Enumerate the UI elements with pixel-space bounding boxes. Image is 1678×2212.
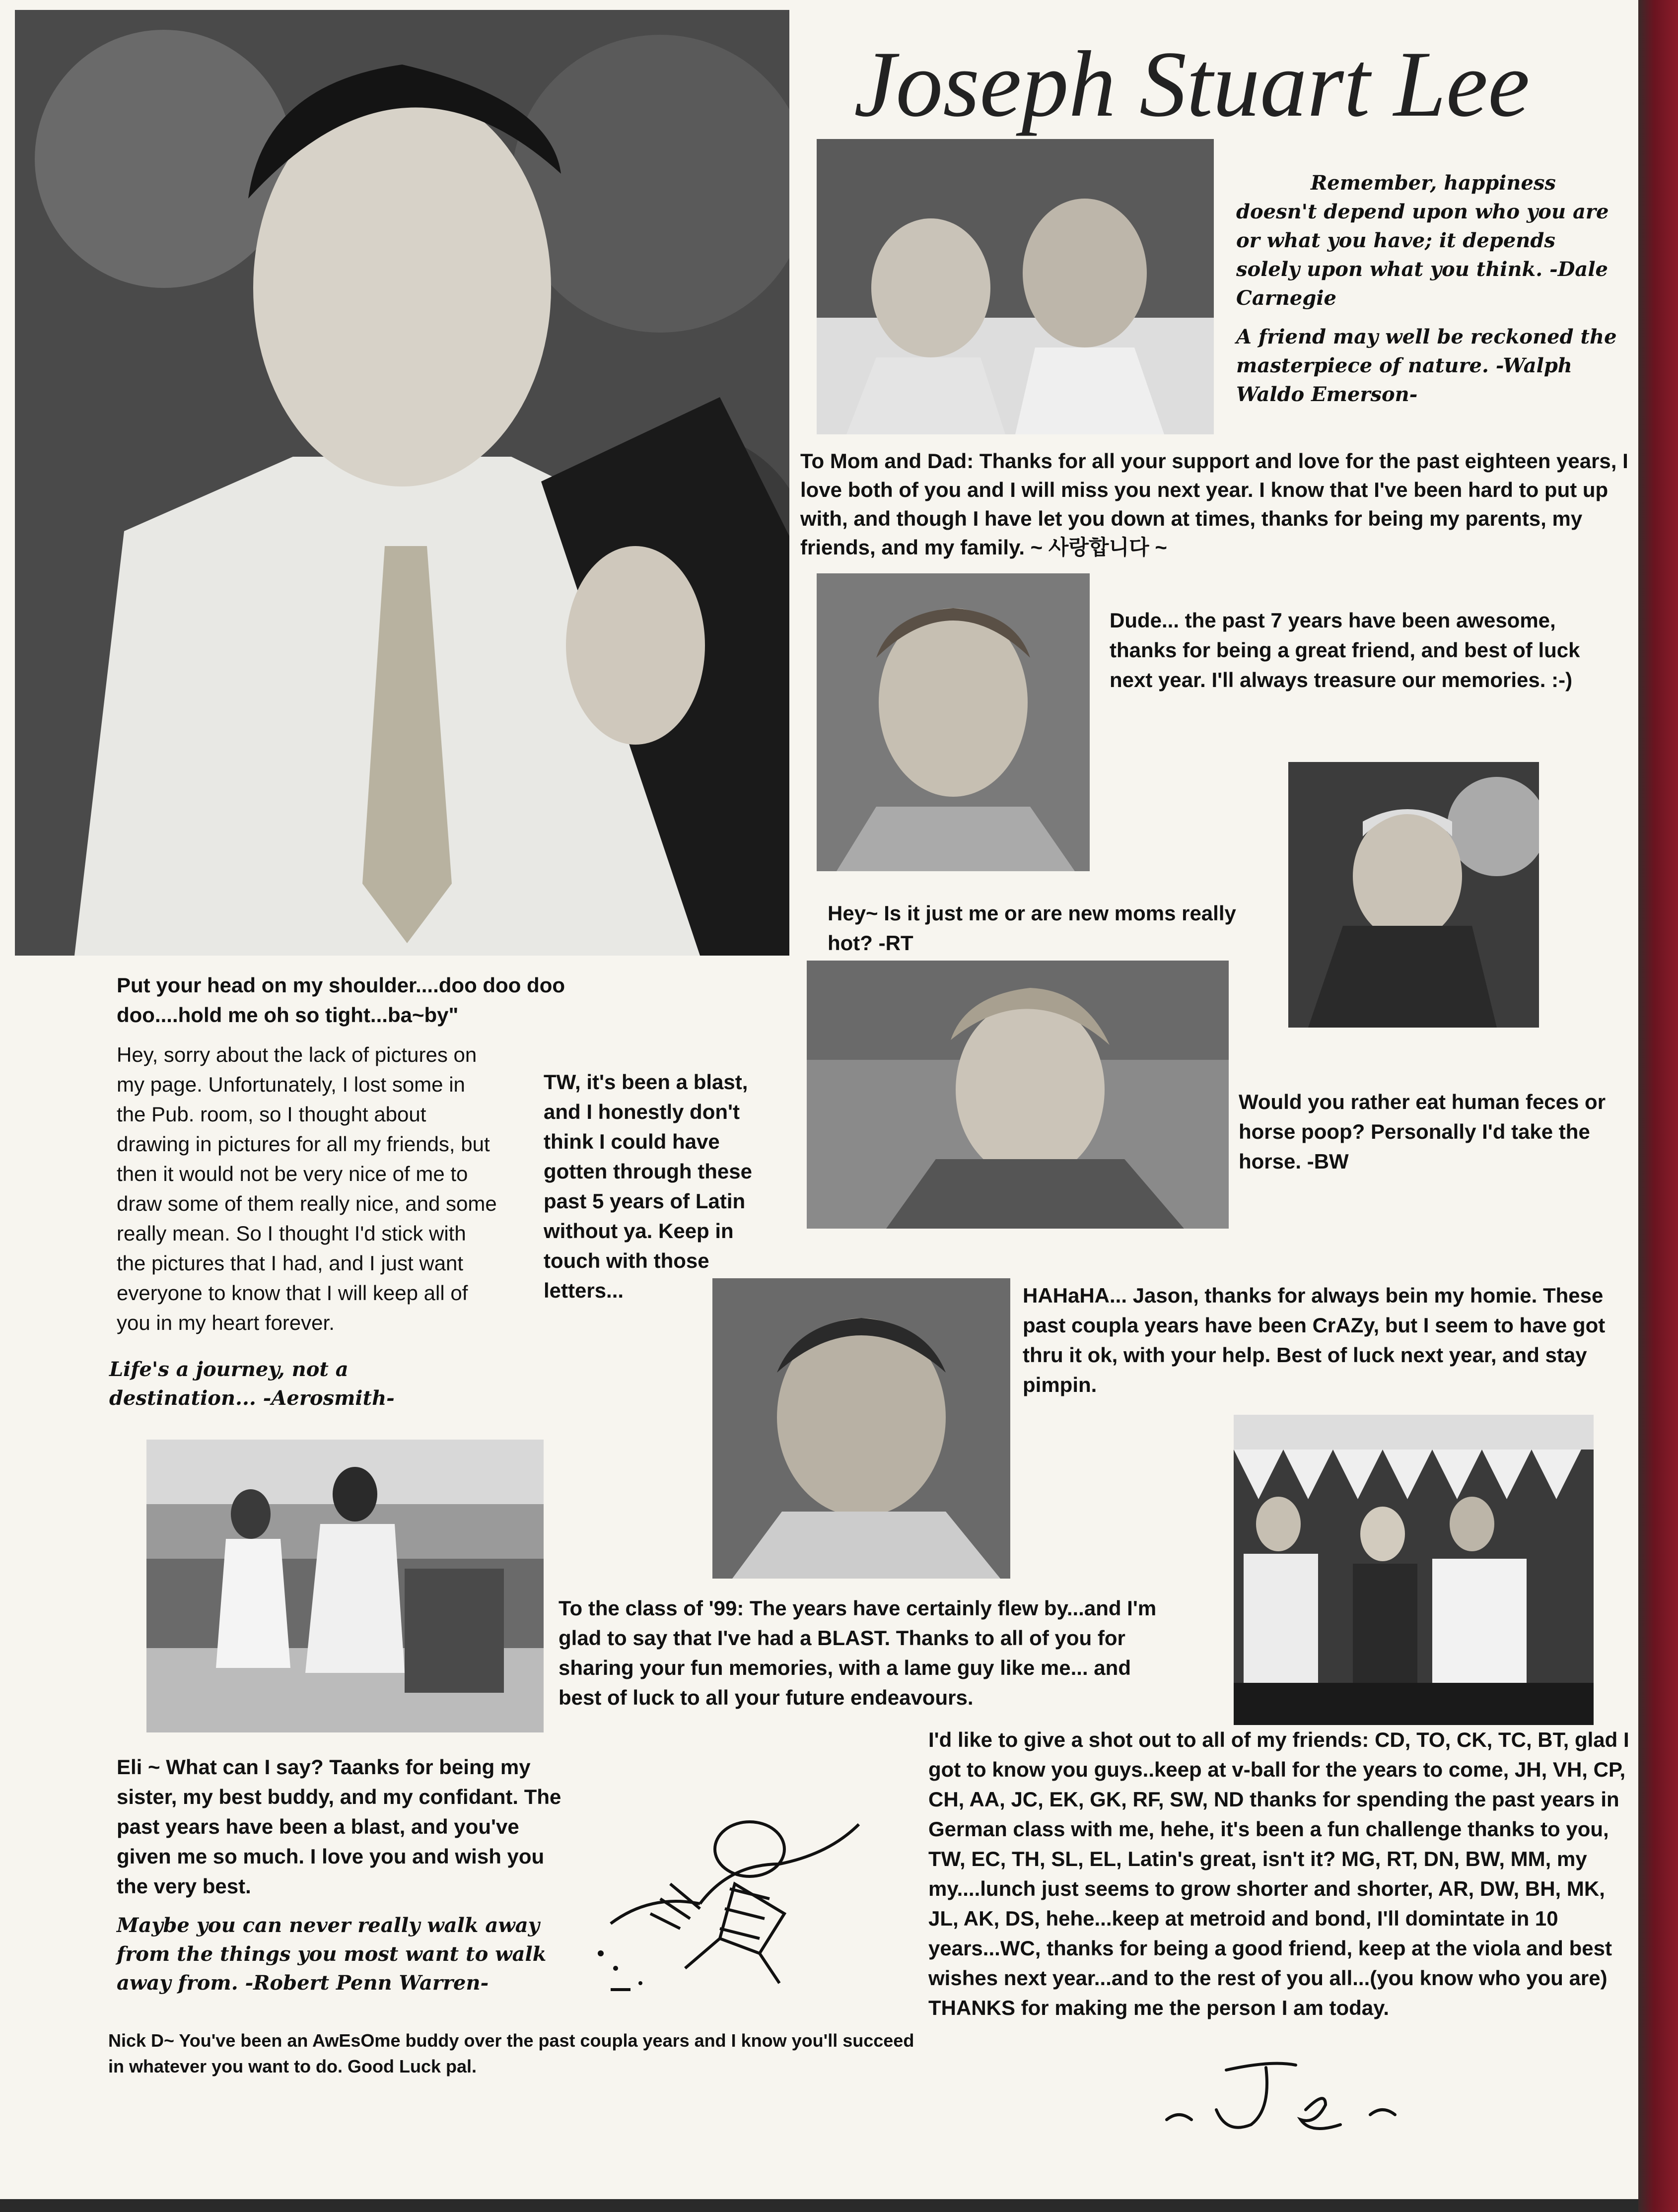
message-tw-latin: TW, it's been a blast, and I honestly don't think I could have gotten through these past 5 years of Latin without ya. Keep in touch with those letters... xyxy=(544,1070,752,1302)
quote-emerson: A friend may well be reckoned the masterpiece of nature. -Walph Waldo Emerson- xyxy=(1236,325,1617,406)
message-eli: Eli ~ What can I say? Taanks for being my sister, my best buddy, and my confidant. The past years have been a blast, and you've given me so much. I love you and wish you the very best. xyxy=(117,1755,561,1898)
message-class-99: To the class of '99: The years have certainly flew by...and I'm glad to say that I've had a BLAST. Thanks to all of you for sharing your fun memories, with a lame guy like me... and best of luck to all your future endeavours. xyxy=(559,1596,1157,1709)
message-new-moms: Hey~ Is it just me or are new moms really hot? -RT xyxy=(828,901,1236,955)
photo-jason xyxy=(712,1278,1010,1579)
message-jason: HAHaHA... Jason, thanks for always bein my homie. These past coupla years have been CrAZy, but I seem to have got thru it ok, with your help. Best of luck next year, and stay pimpin. xyxy=(1023,1284,1606,1396)
message-dude: Dude... the past 7 years have been awesome, thanks for being a great friend, and best of luck next year. I'll always treasure our memories. :-) xyxy=(1110,609,1580,691)
quote-warren: Maybe you can never really walk away from the things you most want to walk away from. -Robert Penn Warren- xyxy=(117,1914,547,1995)
message-shout-out: I'd like to give a shot out to all of my friends: CD, TO, CK, TC, BT, glad I got to know you guys..keep at v-ball for the years to come, JH, VH, CP, CH, AA, JC, EK, GK, RF, SW, ND thanks for spending the past years in German class with me, hehe, it's been a fun challenge thanks to you, TW, EC, TH, SL, EL, Latin's great, isn't it? MG, RT, DN, BW, MM, my my....lunch just seems to grow shorter and shorter, AR, DW, BH, MK, JL, AK, DS, hehe...keep at metroid and bond, I'll domintate in 10 years...WC, thanks for being a good friend, keep at the viola and best wishes next year...and to the rest of you all...(you know who you are) THANKS for making me the person I am today. xyxy=(928,1728,1629,2019)
message-human-feces: Would you rather eat human feces or horse poop? Personally I'd take the horse. -BW xyxy=(1239,1090,1606,1173)
photo-eli xyxy=(146,1440,544,1732)
photo-group-banner xyxy=(1234,1415,1594,1725)
photo-boy-jacket xyxy=(1288,762,1539,1028)
quote-aerosmith: Life's a journey, not a destination... -Aerosmith- xyxy=(109,1358,395,1410)
message-nick: Nick D~ You've been an AwEsOme buddy over the past coupla years and I know you'll succeed in whatever you want to do. Good Luck pal. xyxy=(108,2030,914,2076)
portrait-photo xyxy=(15,10,789,956)
book-binding xyxy=(1638,0,1678,2212)
message-shoulder: Put your head on my shoulder....doo doo doo doo....hold me oh so tight...ba~by" xyxy=(117,973,565,1027)
cartoon-drawing xyxy=(571,1790,909,1998)
signature xyxy=(1162,2050,1420,2140)
message-sorry: Hey, sorry about the lack of pictures on my page. Unfortunately, I lost some in the Pub. room, so I thought about drawing in pictures for all my friends, but then it would not be very nice of me to draw some of them really nice, and some really mean. So I thought I'd stick with the pictures that I had, and I just want everyone to know that I will keep all of you in my heart forever. xyxy=(117,1043,497,1334)
photo-mom-dad xyxy=(817,139,1214,434)
quote-carnegie: Remember, happiness doesn't depend upon who you are or what you have; it depends solely upon what you think. -Dale Carnegie xyxy=(1236,171,1609,310)
photo-dude xyxy=(817,573,1090,871)
message-mom-dad: To Mom and Dad: Thanks for all your support and love for the past eighteen years, I love both of you and I will miss you next year. I know that I've been hard to put up with, and though I have let you down at times, thanks for being my parents, my friends, and my family. ~ 사랑합니다 ~ xyxy=(800,449,1628,559)
photo-blond-guy xyxy=(807,961,1229,1229)
page-title: Joseph Stuart Lee xyxy=(854,32,1530,137)
